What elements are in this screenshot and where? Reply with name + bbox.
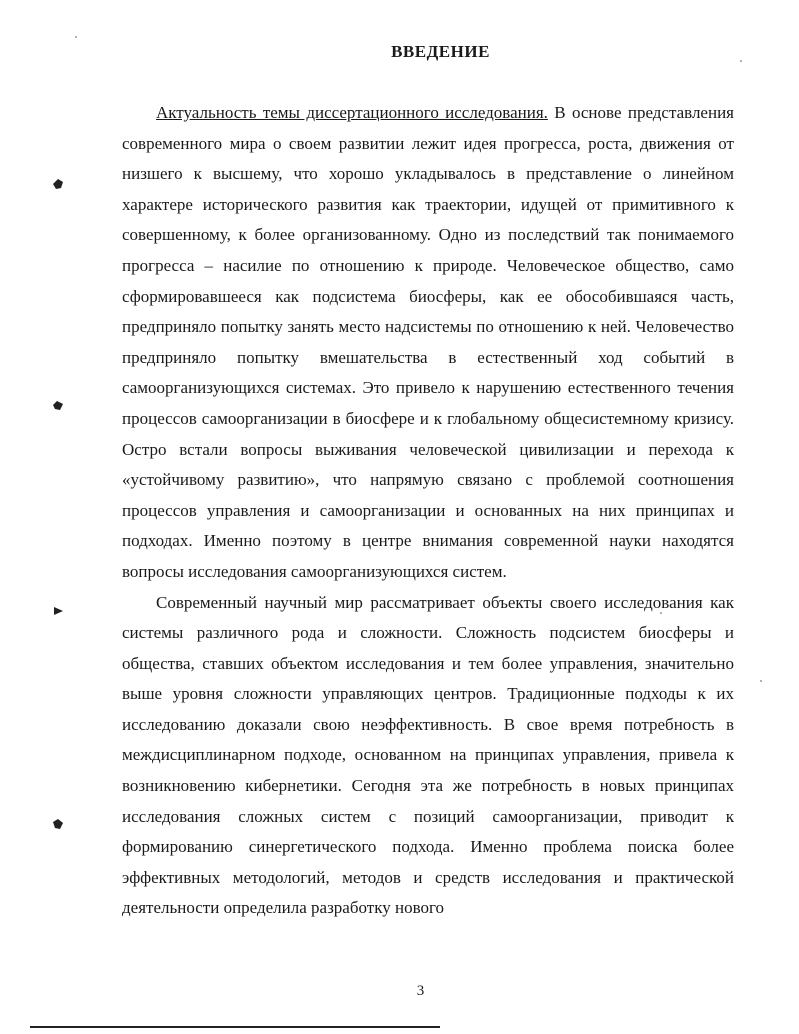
body-text [122, 98, 734, 924]
punch-hole-mark-4 [52, 818, 64, 830]
paragraph-2 [122, 588, 734, 925]
paragraph-2-text: Современный научный мир рассматривает объекты своего исследования как системы различного рода и сложности. Сложность подсистем биосферы и общества, ставших объектом исследования и тем более управления, значительно выше уровня сложности управляющих центров. Традиционные подходы к их исследованию доказали свою неэффективность. В свое время потребность в междисциплинарном подходе, основанном на принципах управления, привела к возникновению кибернетики. Сегодня эта же потребность в новых принципах исследования сложных систем с позиций самоорганизации, приводит к формированию синергетического подхода. Именно проблема поиска более эффективных методологий, методов и средств исследования и практической деятельности определила разработку нового [122, 592, 734, 918]
punch-hole-mark-2 [52, 399, 64, 411]
punch-hole-mark-3 [52, 605, 64, 617]
paragraph-lead: Актуальность темы диссертационного исследования. [156, 103, 548, 122]
bottom-rule [30, 1026, 440, 1028]
paragraph-1 [122, 98, 734, 588]
page-number: 3 [416, 983, 425, 999]
scan-speck [740, 60, 742, 62]
scan-speck [660, 612, 662, 614]
paragraph-1-text: В основе представления современного мира о своем развитии лежит идея прогресса, роста, движения от низшего к высшему, что хорошо укладывалось в представление о линейном характере исторического развития как траектории, идущей от примитивного к совершенному, к более организованному. Одно из последствий так понимаемого прогресса – насилие по отношению к природе. Человеческое общество, само сформировавшееся как подсистема биосферы, как ее обособившаяся часть, предприняло попытку занять место надсистемы по отношению к ней. Человечество предприняло попытку вмешательства в естественный ход событий в самоорганизующихся системах. Это привело к нарушению естественного течения процессов самоорганизации в биосфере и к глобальному общесистемному кризису. Остро встали вопросы выживания человеческой цивилизации и перехода к «устойчивому развитию», что напрямую связано с проблемой соотношения процессов управления и самоорганизации и основанных на них принципах и подходах. Именно поэтому в центре внимания современной науки находятся вопросы исследования самоорганизующихся систем. [122, 103, 734, 581]
scan-speck [760, 680, 762, 682]
punch-hole-mark-1 [52, 178, 64, 190]
scan-speck [75, 36, 77, 38]
page-title: ВВЕДЕНИЕ [391, 42, 490, 61]
